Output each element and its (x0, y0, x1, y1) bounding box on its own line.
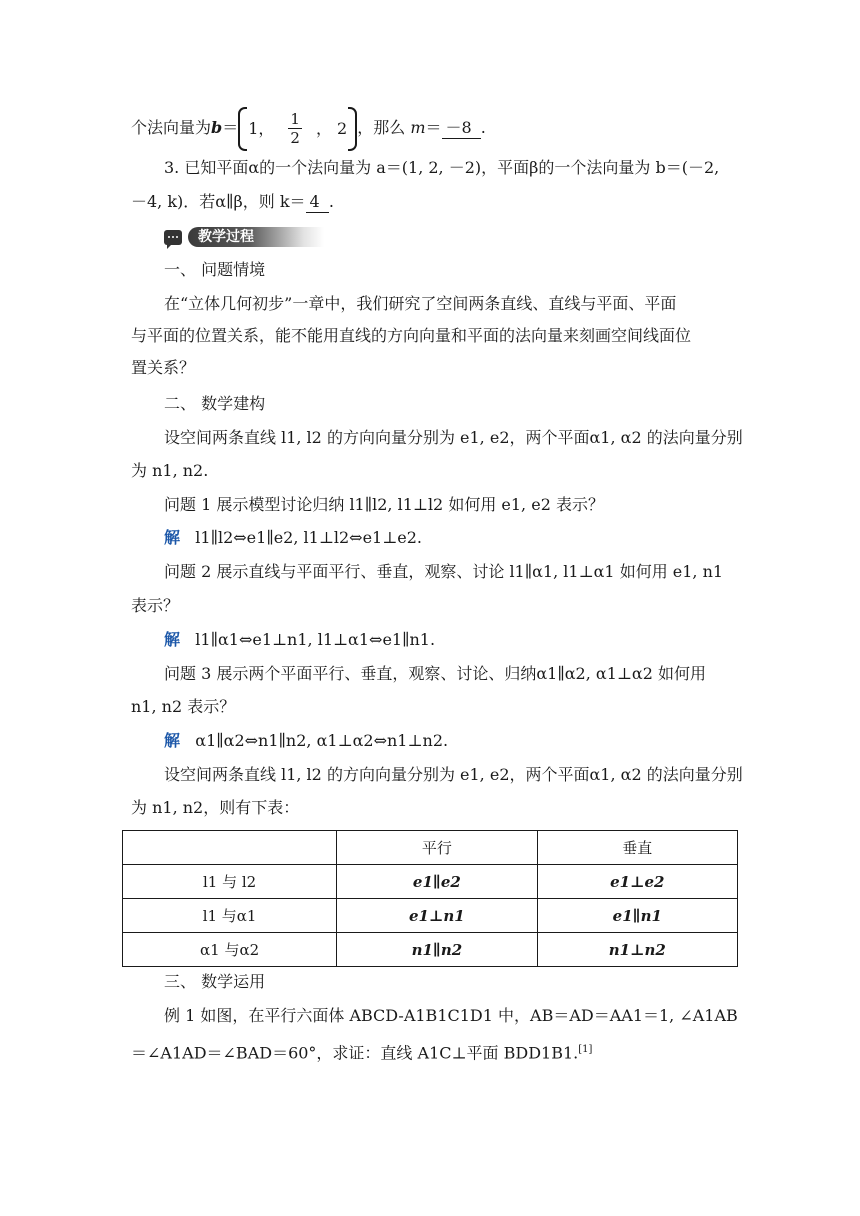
section-heading-2: 二、 数学建构 (164, 394, 266, 413)
text: ，那么 (357, 118, 411, 137)
solution-label: 解 (164, 630, 181, 649)
period: . (480, 118, 486, 137)
answer-2 (164, 628, 435, 652)
question-2: 问题 2 展示直线与平面平行、垂直，观察、讨论 l1∥α1, l1⊥α1 如何用 e1, n1 (164, 562, 724, 581)
footnote-ref: [1] (578, 1044, 593, 1055)
table-cell: e1∥n1 (537, 899, 737, 933)
table-cell: α1 与α2 (123, 933, 337, 967)
text: 个法向量为 (131, 118, 212, 137)
answer-value: 4 (309, 192, 320, 211)
period: . (328, 192, 334, 211)
answer-3 (164, 729, 448, 753)
question-3: 问题 3 展示两个平面平行、垂直，观察、讨论、归纳α1∥α2, α1⊥α2 如何用 (164, 664, 706, 683)
table-header: 平行 (337, 831, 537, 865)
question-2-cont: 表示？ (131, 596, 180, 615)
table-row (123, 899, 738, 933)
paragraph-line: 为 n1, n2. (131, 461, 209, 480)
vec-comp-3: ， 2 (315, 118, 348, 138)
table-header: 垂直 (537, 831, 737, 865)
question-3-line-cont (131, 190, 334, 214)
example-text: ＝∠A1AD＝∠BAD＝60°，求证：直线 A1C⊥平面 BDD1B1. (131, 1043, 579, 1063)
table-cell: e1∥e2 (337, 865, 537, 899)
paragraph-line: 置关系？ (131, 358, 196, 377)
chat-bubble-icon (164, 230, 182, 245)
answer-text: l1∥l2⇔e1∥e2, l1⊥l2⇔e1⊥e2. (195, 528, 423, 547)
paragraph-line: 与平面的位置关系，能不能用直线的方向向量和平面的法向量来刻画空间线面位 (131, 326, 692, 345)
question-3-cont: n1, n2 表示？ (131, 697, 236, 716)
vector-matrix (238, 105, 357, 153)
question-1: 问题 1 展示模型讨论归纳 l1∥l2, l1⊥l2 如何用 e1, e2 表示？ (164, 495, 604, 514)
banner-title: 教学过程 (188, 227, 324, 247)
table-row (123, 865, 738, 899)
fraction-half (288, 110, 302, 147)
answer-text: l1∥α1⇔e1⊥n1, l1⊥α1⇔e1∥n1. (195, 630, 436, 649)
table-row (123, 933, 738, 967)
var-m: m (410, 118, 426, 137)
answer-blank-m (442, 118, 481, 139)
solution-label: 解 (164, 528, 181, 547)
equals: ＝ (222, 118, 239, 137)
table-cell: l1 与α1 (123, 899, 337, 933)
table-cell: n1⊥n2 (537, 933, 737, 967)
example-1: 例 1 如图，在平行六面体 ABCD-A1B1C1D1 中，AB＝AD＝AA1＝1, ∠A1AB (164, 1006, 738, 1025)
relation-table (122, 830, 738, 967)
vec-comp-1: 1， (248, 118, 275, 138)
table-cell: e1⊥e2 (537, 865, 737, 899)
table-cell: n1∥n2 (337, 933, 537, 967)
section-banner (164, 226, 324, 248)
frac-num: 1 (290, 110, 300, 128)
paragraph-line: 设空间两条直线 l1, l2 的方向向量分别为 e1, e2，两个平面α1, α2 的法向量分别 (164, 428, 743, 447)
solution-label: 解 (164, 731, 181, 750)
table-header (123, 831, 337, 865)
section-heading-3: 三、 数学运用 (164, 972, 266, 991)
text: －4, k)．若α∥β，则 k＝ (131, 192, 306, 211)
vector-b: b (211, 118, 223, 137)
answer-line-normal-vector (131, 104, 486, 153)
paragraph-line: 在“立体几何初步”一章中，我们研究了空间两条直线、直线与平面、平面 (164, 294, 677, 313)
paragraph-line: 为 n1, n2，则有下表： (131, 798, 300, 817)
answer-value: －8 (445, 118, 472, 137)
frac-den: 2 (290, 129, 300, 147)
table-header-row (123, 831, 738, 865)
table-cell: l1 与 l2 (123, 865, 337, 899)
example-1-cont (131, 1038, 592, 1065)
paragraph-line: 设空间两条直线 l1, l2 的方向向量分别为 e1, e2，两个平面α1, α2 的法向量分别 (164, 765, 743, 784)
answer-text: α1∥α2⇔n1∥n2, α1⊥α2⇔n1⊥n2. (195, 731, 449, 750)
question-3-line: 3. 已知平面α的一个法向量为 a＝(1, 2, －2)，平面β的一个法向量为 b＝(－2, (164, 158, 720, 177)
answer-1 (164, 526, 422, 550)
table-cell: e1⊥n1 (337, 899, 537, 933)
section-heading-1: 一、 问题情境 (164, 260, 266, 279)
equals: ＝ (425, 118, 442, 137)
answer-blank-k (306, 192, 329, 213)
